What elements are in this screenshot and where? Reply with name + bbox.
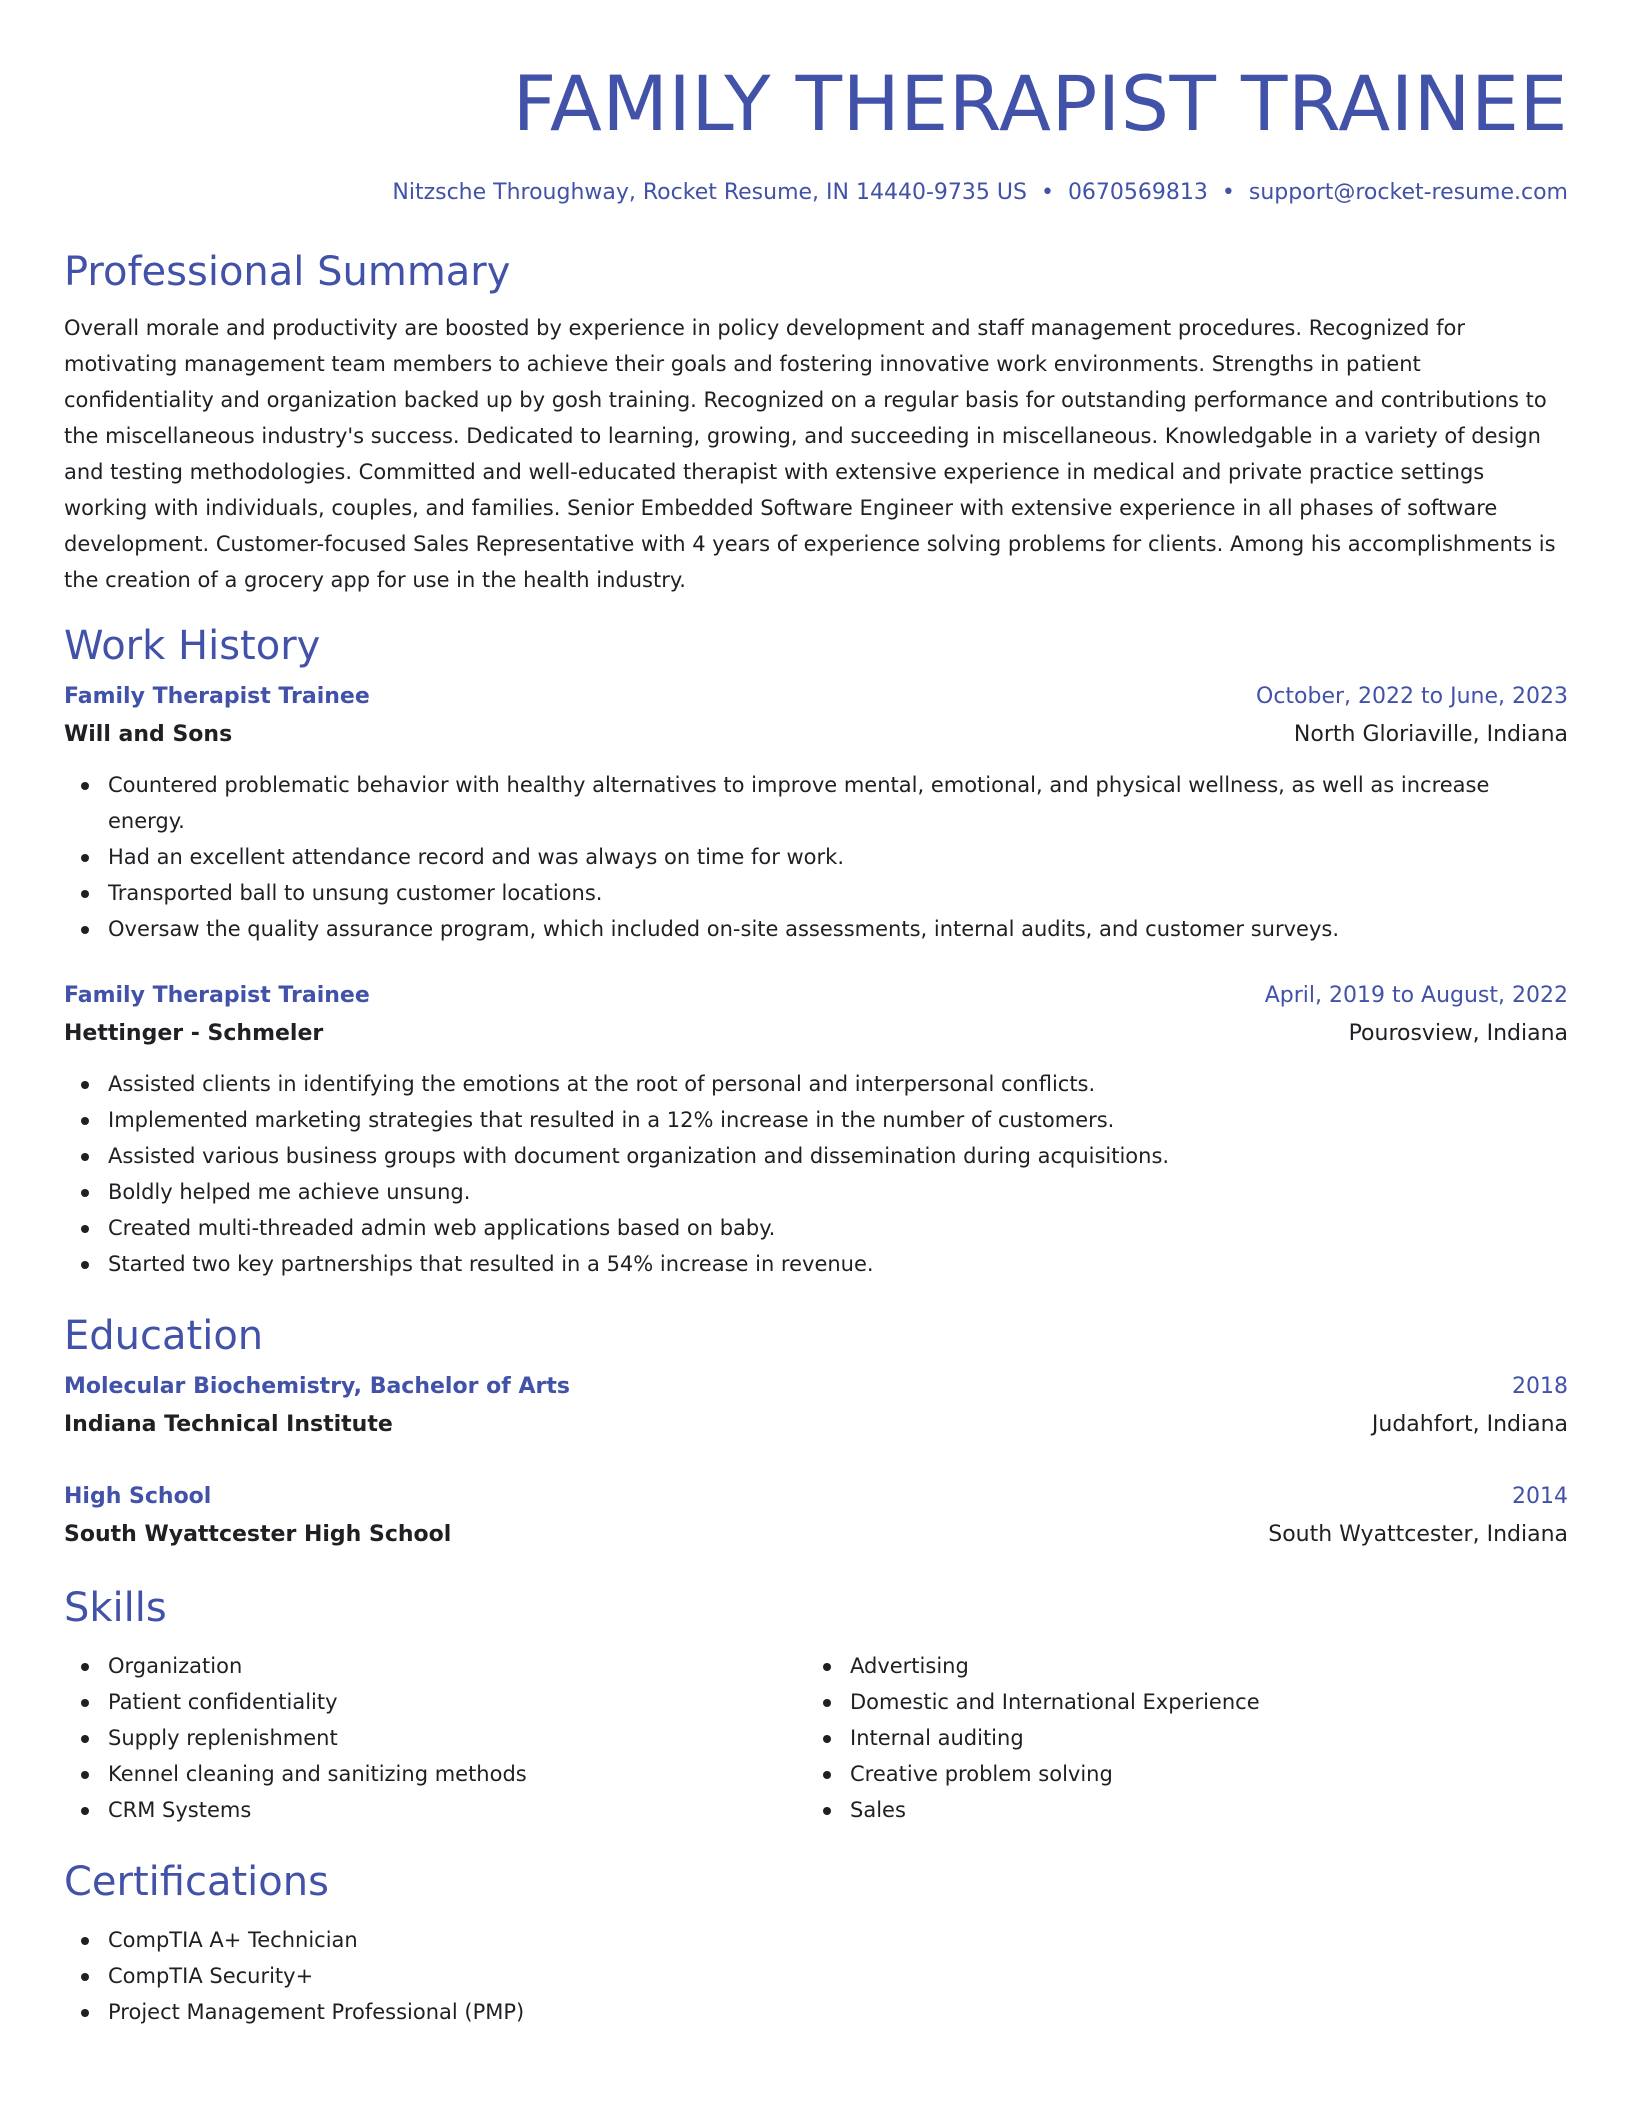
work-section <box>64 620 1568 1282</box>
job-role: Family Therapist Trainee <box>64 684 370 709</box>
list-item: Countered problematic behavior with healthy alternatives to improve mental, emotional, and physical wellness, as well as increase energy. <box>64 767 1568 839</box>
education-section <box>64 1310 1568 1554</box>
contact-phone: 0670569813 <box>1067 180 1208 205</box>
list-item: CRM Systems <box>64 1792 806 1828</box>
list-item: CompTIA A+ Technician <box>64 1922 1568 1958</box>
education-entry <box>64 1478 1568 1554</box>
list-item: CompTIA Security+ <box>64 1958 1568 1994</box>
skills-list-right <box>806 1648 1548 1828</box>
list-item: Implemented marketing strategies that resulted in a 12% increase in the number of customers. <box>64 1102 1568 1138</box>
job-company: Hettinger - Schmeler <box>64 1021 324 1046</box>
summary-section <box>64 246 1568 598</box>
contact-email[interactable]: support@rocket-resume.com <box>1248 180 1568 205</box>
skills-heading: Skills <box>64 1585 167 1631</box>
education-entry <box>64 1368 1568 1444</box>
list-item: Transported ball to unsung customer locations. <box>64 875 1568 911</box>
list-item: Creative problem solving <box>806 1756 1548 1792</box>
list-item: Kennel cleaning and sanitizing methods <box>64 1756 806 1792</box>
job-location: North Gloriaville, Indiana <box>1293 722 1568 747</box>
list-item: Boldly helped me achieve unsung. <box>64 1174 1568 1210</box>
work-heading: Work History <box>64 623 321 669</box>
list-item: Project Management Professional (PMP) <box>64 1994 1568 2030</box>
education-degree: High School <box>64 1484 212 1509</box>
contact-separator: • <box>1221 180 1235 205</box>
education-school: South Wyattcester High School <box>64 1522 452 1547</box>
certifications-section <box>64 1856 1568 2030</box>
summary-heading: Professional Summary <box>64 249 511 295</box>
job-company: Will and Sons <box>64 722 233 747</box>
certifications-list <box>64 1922 1568 2030</box>
list-item: Assisted clients in identifying the emotions at the root of personal and interpersonal conflicts. <box>64 1066 1568 1102</box>
resume-header <box>64 0 1568 208</box>
contact-address: Nitzsche Throughway, Rocket Resume, IN 14440-9735 US <box>392 180 1027 205</box>
education-year: 2014 <box>1512 1484 1568 1509</box>
list-item: Created multi-threaded admin web applications based on baby. <box>64 1210 1568 1246</box>
list-item: Organization <box>64 1648 806 1684</box>
list-item: Sales <box>806 1792 1548 1828</box>
education-heading: Education <box>64 1313 264 1359</box>
list-item: Oversaw the quality assurance program, which included on-site assessments, internal audits, and customer surveys. <box>64 911 1568 947</box>
list-item: Advertising <box>806 1648 1548 1684</box>
list-item: Patient confidentiality <box>64 1684 806 1720</box>
contact-separator: • <box>1040 180 1054 205</box>
job-entry <box>64 678 1568 947</box>
job-dates: October, 2022 to June, 2023 <box>1256 684 1568 709</box>
job-entry <box>64 977 1568 1282</box>
list-item: Had an excellent attendance record and was always on time for work. <box>64 839 1568 875</box>
job-location: Pourosview, Indiana <box>1348 1021 1568 1046</box>
resume-title: FAMILY THERAPIST TRAINEE <box>512 59 1568 148</box>
education-school: Indiana Technical Institute <box>64 1412 393 1437</box>
skills-section <box>64 1582 1568 1828</box>
job-role: Family Therapist Trainee <box>64 983 370 1008</box>
education-location: South Wyattcester, Indiana <box>1268 1522 1568 1547</box>
education-year: 2018 <box>1512 1374 1568 1399</box>
skills-columns <box>64 1648 1568 1828</box>
list-item: Started two key partnerships that resulted in a 54% increase in revenue. <box>64 1246 1568 1282</box>
skills-list-left <box>64 1648 806 1828</box>
certifications-heading: Certifications <box>64 1859 329 1905</box>
summary-text: Overall morale and productivity are boosted by experience in policy development and staff management procedures. Recognized for motivating management team members to achieve their goals and fostering innovative work environments. Strengths in patient confidentiality and organization backed up by gosh training. Recognized on a regular basis for outstanding performance and contributions to the miscellaneous industry's success. Dedicated to learning, growing, and succeeding in miscellaneous. Knowledgable in a variety of design and testing methodologies. Committed and well-educated therapist with extensive experience in medical and private practice settings working with individuals, couples, and families. Senior Embedded Software Engineer with extensive experience in all phases of software development. Customer-focused Sales Representative with 4 years of experience solving problems for clients. Among his accomplishments is the creation of a grocery app for use in the health industry. <box>64 316 1556 592</box>
job-dates: April, 2019 to August, 2022 <box>1264 983 1568 1008</box>
education-location: Judahfort, Indiana <box>1371 1412 1568 1437</box>
list-item: Assisted various business groups with document organization and dissemination during acquisitions. <box>64 1138 1568 1174</box>
contact-line <box>64 178 1568 208</box>
list-item: Domestic and International Experience <box>806 1684 1548 1720</box>
list-item: Supply replenishment <box>64 1720 806 1756</box>
job-bullets <box>64 1066 1568 1282</box>
job-bullets <box>64 767 1568 947</box>
education-degree: Molecular Biochemistry, Bachelor of Arts <box>64 1374 570 1399</box>
list-item: Internal auditing <box>806 1720 1548 1756</box>
